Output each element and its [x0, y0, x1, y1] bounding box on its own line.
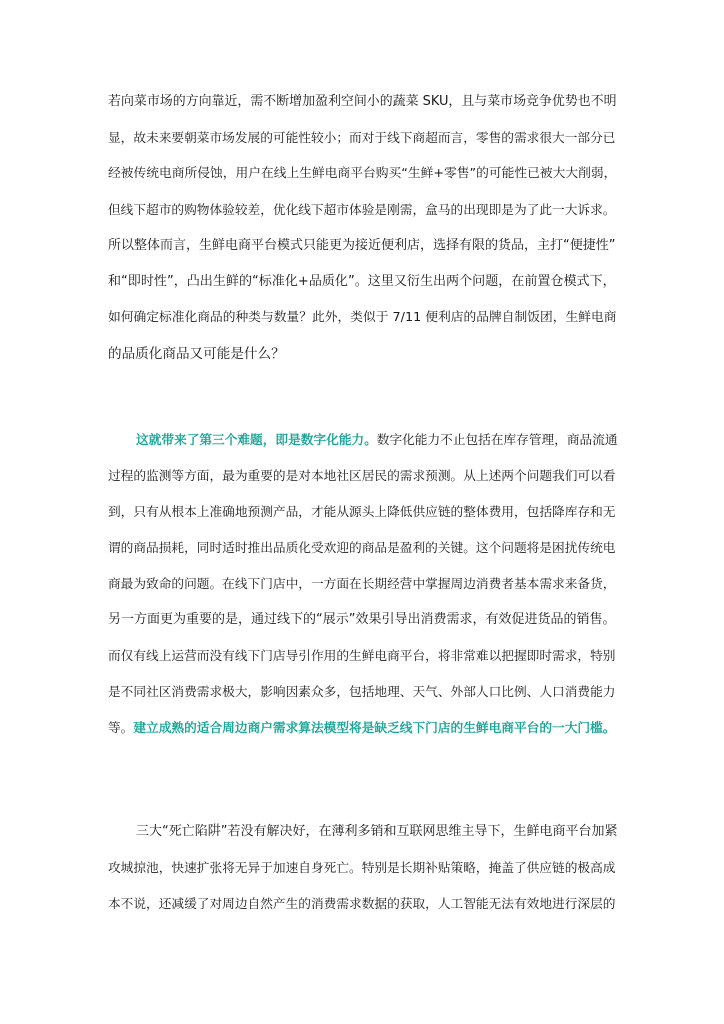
paragraph-line: 如何确定标准化商品的种类与数量？此外，类似于 7/11 便利店的品牌自制饭团，生鲜电商	[108, 310, 617, 325]
paragraph-line: 显，故未来要朝菜市场发展的可能性较小；而对于线下商超而言，零售的需求很大一部分已	[108, 130, 616, 145]
paragraph-line: 本不说，还减缓了对周边自然产生的消费需求数据的获取，人工智能无法有效地进行深层的	[108, 896, 616, 911]
body-text: 等。	[108, 720, 134, 735]
paragraph-last-line	[108, 716, 616, 740]
paragraph-line: 和“即时性”，凸出生鲜的“标准化+品质化”。这里又衍生出两个问题，在前置仓模式下，	[108, 274, 616, 289]
paragraph-line: 所以整体而言，生鲜电商平台模式只能更为接近便利店，选择有限的货品，主打“便捷性”	[108, 238, 616, 253]
paragraph-line: 而仅有线上运营而没有线下门店导引作用的生鲜电商平台，将非常难以把握即时需求，特别	[108, 648, 616, 663]
body-text: 数字化能力不止包括在库存管理，商品流通	[376, 432, 618, 447]
paragraph-first-line	[108, 428, 618, 452]
paragraph-line: 若向菜市场的方向靠近，需不断增加盈利空间小的蔬菜 SKU，且与菜市场竞争优势也不明	[108, 94, 617, 109]
paragraph-line: 的品质化商品又可能是什么？	[108, 346, 285, 362]
paragraph-line: 到，只有从根本上准确地预测产品，才能从源头上降低供应链的整体费用，包括降库存和无	[108, 504, 616, 519]
paragraph-line: 过程的监测等方面，最为重要的是对本地社区居民的需求预测。从上述两个问题我们可以看	[108, 468, 616, 483]
paragraph-line: 另一方面更为重要的是，通过线下的“展示”效果引导出消费需求，有效促进货品的销售。	[108, 612, 616, 627]
paragraph-line: 经被传统电商所侵蚀，用户在线上生鲜电商平台购买“生鲜+零售”的可能性已被大大削弱，	[108, 166, 617, 181]
paragraph-line: 但线下超市的购物体验较差，优化线下超市体验是刚需，盒马的出现即是为了此一大诉求。	[108, 202, 616, 217]
paragraph-line: 攻城掠池，快速扩张将无异于加速自身死亡。特别是长期补贴策略，掩盖了供应链的极高成	[108, 860, 616, 875]
paragraph-first-line: 三大“死亡陷阱”若没有解决好，在薄利多销和互联网思维主导下，生鲜电商平台加紧	[136, 824, 618, 839]
highlighted-text: 这就带来了第三个难题，即是数字化能力。	[136, 432, 377, 447]
paragraph-line: 谓的商品损耗，同时适时推出品质化受欢迎的商品是盈利的关键。这个问题将是困扰传统电	[108, 540, 616, 555]
highlighted-text: 建立成熟的适合周边商户需求算法模型将是缺乏线下门店的生鲜电商平台的一大门槛。	[133, 720, 616, 735]
paragraph-line: 是不同社区消费需求极大，影响因素众多，包括地理、天气、外部人口比例、人口消费能力	[108, 684, 616, 699]
paragraph-line: 商最为致命的问题。在线下门店中，一方面在长期经营中掌握周边消费者基本需求来备货，	[108, 576, 616, 591]
